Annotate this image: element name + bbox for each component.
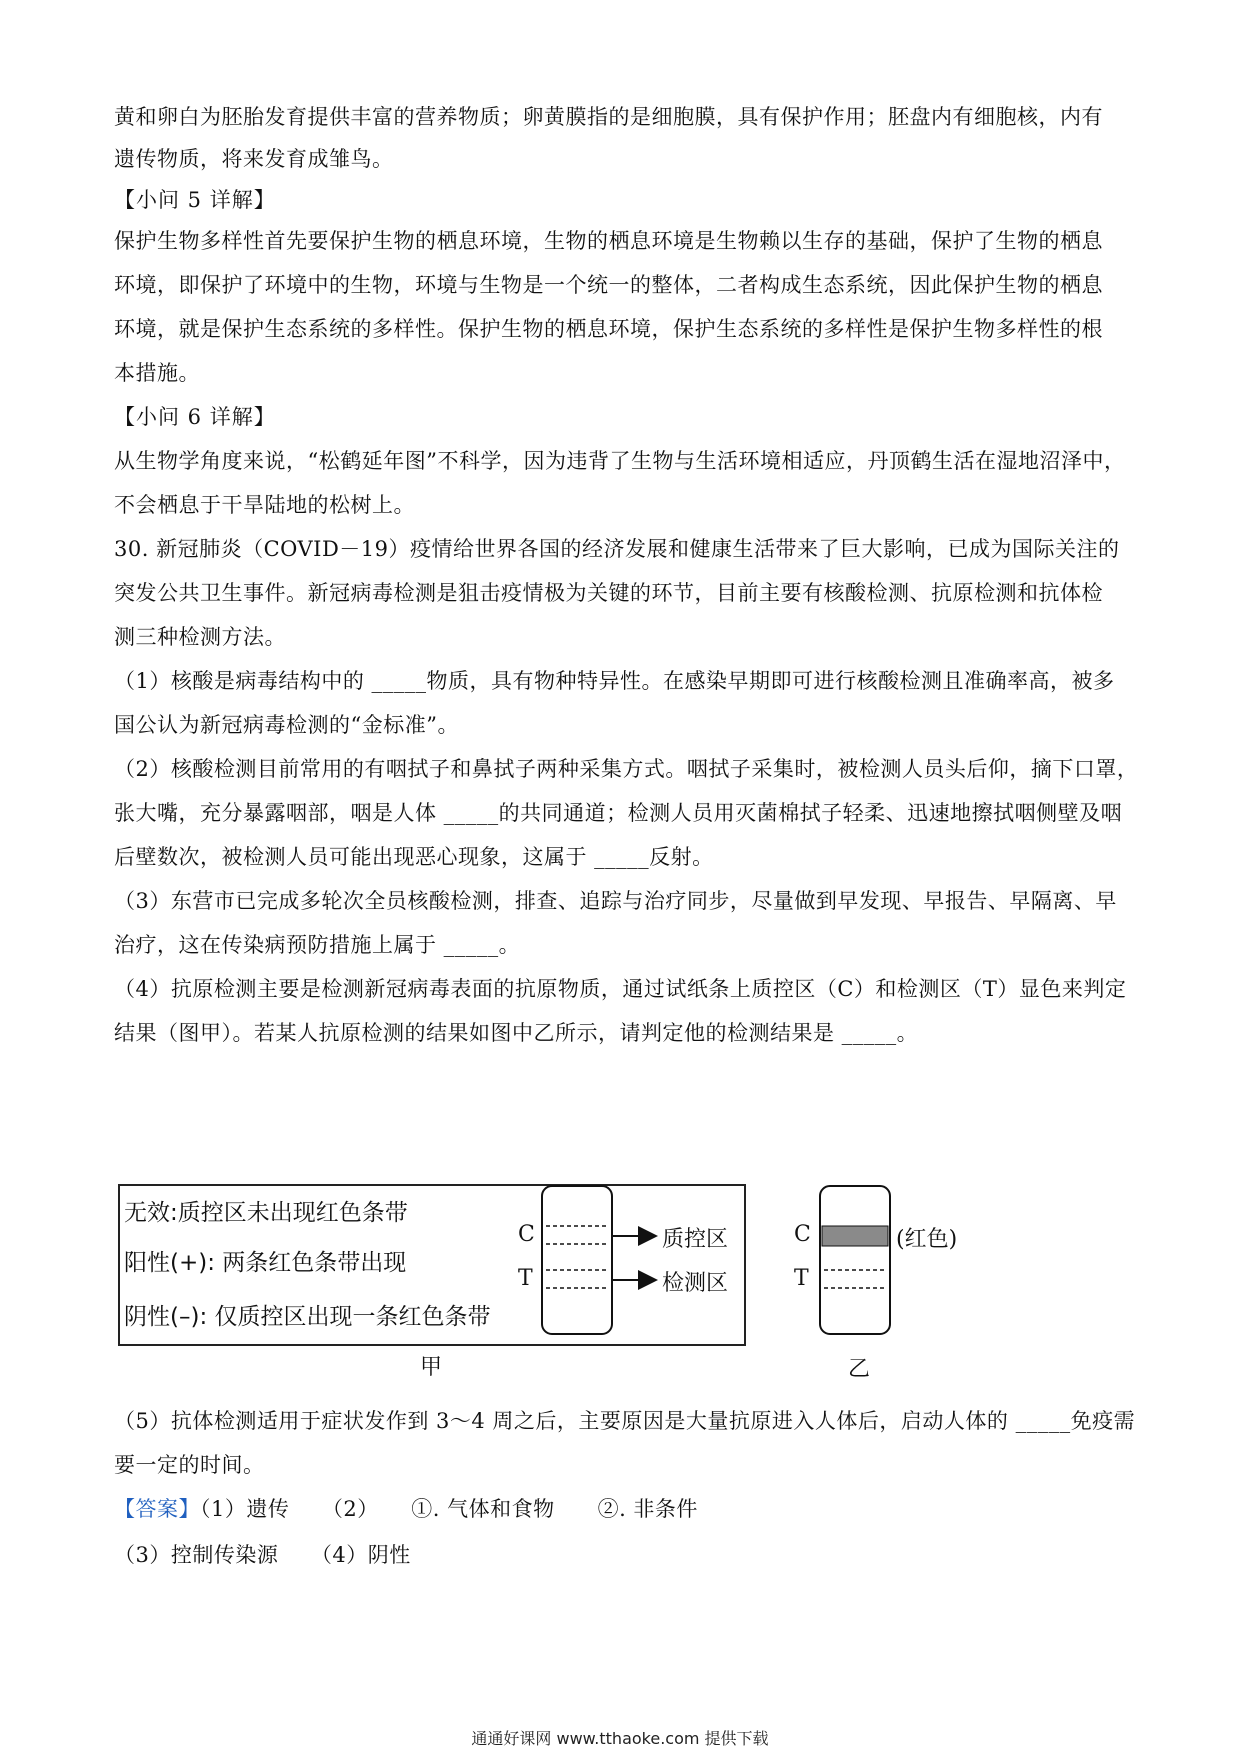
- subquestion-3: （3）东营市已完成多轮次全员核酸检测，排查、追踪与治疗同步，尽量做到早发现、早报告、早隔离、早: [114, 889, 1117, 913]
- subquestion-2: 后壁数次，被检测人员可能出现恶心现象，这属于 _____反射。: [114, 845, 714, 869]
- caption-b: 乙: [848, 1357, 871, 1382]
- subquestion-2: （2）核酸检测目前常用的有咽拭子和鼻拭子两种采集方式。咽拭子采集时，被检测人员头后仰，摘下口罩，: [114, 757, 1139, 781]
- paragraph-line: 黄和卵白为胚胎发育提供丰富的营养物质；卵黄膜指的是细胞膜，具有保护作用；胚盘内有细胞核，内有: [114, 105, 1103, 129]
- paragraph-line: 环境，即保护了环境中的生物，环境与生物是一个统一的整体，二者构成生态系统，因此保护生物的栖息: [114, 273, 1103, 297]
- label-control-zone: 质控区: [662, 1227, 729, 1252]
- question-30-line: 突发公共卫生事件。新冠病毒检测是狙击疫情极为关键的环节，目前主要有核酸检测、抗原检测和抗体检: [114, 581, 1103, 605]
- subquestion-5: （5）抗体检测适用于症状发作到 3～4 周之后，主要原因是大量抗原进入人体后，启动人体的 _____免疫需: [114, 1409, 1136, 1433]
- paragraph-line: 保护生物多样性首先要保护生物的栖息环境，生物的栖息环境是生物赖以生存的基础，保护了生物的栖息: [114, 229, 1103, 253]
- answer-line-2: （3）控制传染源 （4）阴性: [114, 1543, 411, 1567]
- strip-a-label-c: C: [518, 1222, 535, 1247]
- label-red: (红色): [896, 1227, 958, 1252]
- paragraph-line: 本措施。: [114, 361, 200, 385]
- strip-b-label-t: T: [794, 1266, 809, 1291]
- caption-a: 甲: [420, 1355, 443, 1380]
- footer-text: 通通好课网 www.tthaoke.com 提供下载: [471, 1729, 769, 1748]
- question-30-line: 30. 新冠肺炎（COVID－19）疫情给世界各国的经济发展和健康生活带来了巨大影响，已成为国际关注的: [114, 537, 1120, 561]
- strip-b-control-band: [822, 1226, 888, 1246]
- strip-b-body: [820, 1186, 890, 1334]
- answer-line: [114, 1494, 1134, 1524]
- strip-a-label-t: T: [518, 1266, 533, 1291]
- paragraph-line: 不会栖息于干旱陆地的松树上。: [114, 493, 415, 517]
- answer-text: （1）遗传 （2） ①. 气体和食物 ②. 非条件: [200, 1497, 698, 1521]
- legend-positive: 阳性(+): 两条红色条带出现: [124, 1250, 407, 1276]
- question-30-line: 测三种检测方法。: [114, 625, 286, 649]
- section-heading-6: 【小问 6 详解】: [114, 405, 276, 429]
- subquestion-3: 治疗，这在传染病预防措施上属于 _____。: [114, 933, 521, 957]
- subquestion-5: 要一定的时间。: [114, 1453, 265, 1477]
- strip-b-label-c: C: [794, 1222, 811, 1247]
- label-test-zone: 检测区: [662, 1271, 729, 1296]
- subquestion-1: （1）核酸是病毒结构中的 _____物质，具有物种特异性。在感染早期即可进行核酸检测且准确率高，被多: [114, 669, 1115, 693]
- subquestion-4: 结果（图甲）。若某人抗原检测的结果如图中乙所示，请判定他的检测结果是 _____。: [114, 1021, 919, 1045]
- paragraph-line: 从生物学角度来说，“松鹤延年图”不科学，因为违背了生物与生活环境相适应，丹顶鹤生活在湿地沼泽中，: [114, 449, 1126, 473]
- section-heading-5: 【小问 5 详解】: [114, 188, 276, 212]
- answer-tag: 【答案】: [114, 1497, 200, 1521]
- paragraph-line: 遗传物质，将来发育成雏鸟。: [114, 147, 394, 171]
- subquestion-1: 国公认为新冠病毒检测的“金标准”。: [114, 713, 459, 737]
- subquestion-2: 张大嘴，充分暴露咽部，咽是人体 _____的共同通道；检测人员用灭菌棉拭子轻柔、迅速地擦拭咽侧壁及咽: [114, 801, 1123, 825]
- legend-negative: 阴性(–): 仅质控区出现一条红色条带: [124, 1304, 491, 1330]
- paragraph-line: 环境，就是保护生态系统的多样性。保护生物的栖息环境，保护生态系统的多样性是保护生物多样性的根: [114, 317, 1103, 341]
- subquestion-4: （4）抗原检测主要是检测新冠病毒表面的抗原物质，通过试纸条上质控区（C）和检测区（T）显色来判定: [114, 977, 1127, 1001]
- legend-invalid: 无效:质控区未出现红色条带: [124, 1200, 408, 1226]
